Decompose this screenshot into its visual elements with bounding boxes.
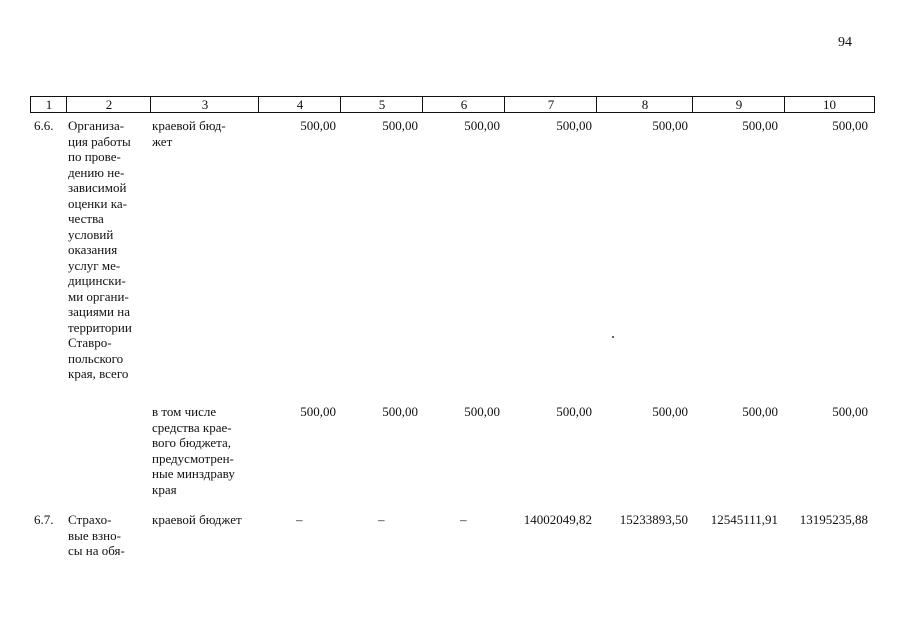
table-header: [30, 96, 874, 113]
row-6-7-col-7: 14002049,82: [523, 512, 592, 527]
row-6-6-col-10: 500,00: [832, 118, 868, 133]
row-6-6-col-9: 500,00: [742, 118, 778, 133]
row-6-6-col-5: 500,00: [382, 118, 418, 133]
row-6-6-source: краевой бюд- жет: [152, 118, 226, 149]
header-col-8: 8: [596, 96, 693, 113]
row-6-6-sub-col-4: 500,00: [300, 404, 336, 419]
row-6-6-sub-source: в том числе средства крае- вого бюджета, предусмотрен- ные минздраву края: [152, 404, 235, 497]
header-col-5: 5: [340, 96, 423, 113]
row-6-6-name: Организа- ция работы по прове- дению не- зависимой оценки ка- чества условий оказания услуг ме- дицински- ми органи- зациями на территории Ставро- польского края, всего: [68, 118, 132, 381]
row-6-7-col-5: –: [378, 512, 385, 527]
row-6-7-col-4: –: [296, 512, 303, 527]
header-col-6: 6: [422, 96, 505, 113]
row-6-7-number: 6.7.: [34, 512, 54, 527]
row-6-7-col-8: 15233893,50: [619, 512, 688, 527]
row-6-7-col-10: 13195235,88: [799, 512, 868, 527]
scan-speck: [612, 336, 614, 338]
row-6-6-number: 6.6.: [34, 118, 54, 133]
header-col-3: 3: [150, 96, 259, 113]
row-6-6-sub-col-6: 500,00: [464, 404, 500, 419]
row-6-6-sub-col-5: 500,00: [382, 404, 418, 419]
row-6-6-sub-col-8: 500,00: [652, 404, 688, 419]
row-6-7-source: краевой бюджет: [152, 512, 242, 527]
row-6-6-sub-col-7: 500,00: [556, 404, 592, 419]
row-6-7-col-9: 12545111,91: [710, 512, 778, 527]
row-6-6-col-7: 500,00: [556, 118, 592, 133]
row-6-6-sub-col-9: 500,00: [742, 404, 778, 419]
row-6-6-col-6: 500,00: [464, 118, 500, 133]
page-number: 94: [838, 35, 852, 50]
header-col-2: 2: [66, 96, 151, 113]
row-6-7-col-6: –: [460, 512, 467, 527]
row-6-6-col-4: 500,00: [300, 118, 336, 133]
header-col-9: 9: [692, 96, 785, 113]
header-col-4: 4: [258, 96, 341, 113]
row-6-7-name: Страхо- вые взно- сы на обя-: [68, 512, 125, 558]
row-6-6-col-8: 500,00: [652, 118, 688, 133]
header-col-1: 1: [30, 96, 67, 113]
header-col-7: 7: [504, 96, 597, 113]
row-6-6-sub-col-10: 500,00: [832, 404, 868, 419]
header-col-10: 10: [784, 96, 875, 113]
